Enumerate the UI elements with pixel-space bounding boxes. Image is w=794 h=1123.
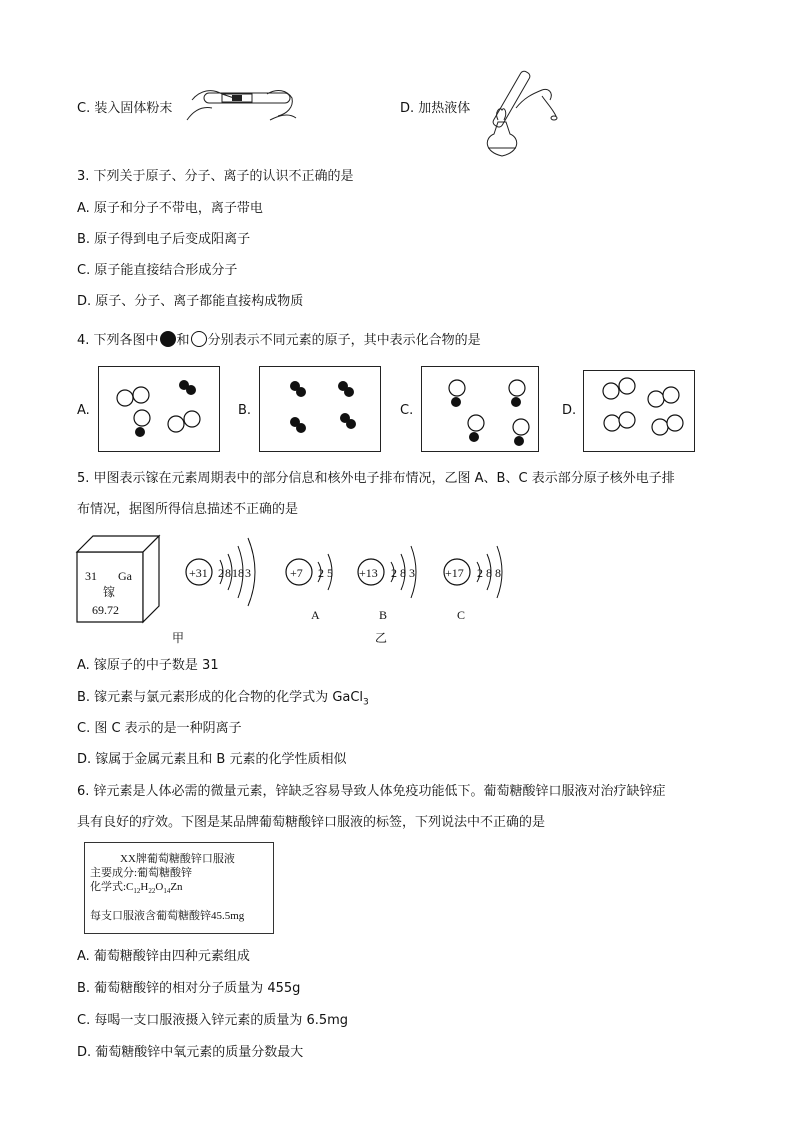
q4-stem-post: 分别表示不同元素的原子，其中表示化合物的是	[207, 333, 481, 348]
q3-option-d: D. 原子、分子、离子都能直接构成物质	[77, 294, 304, 309]
q6-option-d: D. 葡萄糖酸锌中氧元素的质量分数最大	[77, 1045, 304, 1060]
q4-label-d: D.	[562, 403, 577, 418]
q5-option-b-sub: 3	[363, 697, 369, 708]
q6-option-b: B. 葡萄糖酸锌的相对分子质量为 455g	[77, 981, 301, 996]
formula-c-count: 12	[133, 887, 141, 896]
atom-c-nucleus: +17	[445, 566, 464, 580]
q4-stem-mid: 和	[176, 333, 190, 348]
formula-zn: Zn	[170, 881, 183, 893]
q5-option-b	[77, 690, 369, 711]
atom-b-nucleus: +13	[359, 566, 378, 580]
product-label-ingredient: 主要成分:葡萄糖酸锌	[90, 867, 193, 879]
q4-label-c: C.	[400, 403, 414, 418]
q6-stem-line2: 具有良好的疗效。下图是某品牌葡萄糖酸锌口服液的标签，下列说法中不正确的是	[77, 815, 546, 830]
q4-stem	[77, 331, 481, 349]
formula-h: H	[140, 881, 149, 893]
caption-jia: 甲	[172, 631, 185, 645]
q5-option-d: D. 镓属于金属元素且和 B 元素的化学性质相似	[77, 752, 347, 767]
q6-option-c: C. 每喝一支口服液摄入锌元素的质量为 6.5mg	[77, 1013, 349, 1028]
q5-option-c: C. 图 C 表示的是一种阴离子	[77, 721, 242, 736]
filled-atom-icon	[160, 331, 176, 347]
q3-option-c: C. 原子能直接结合形成分子	[77, 263, 238, 278]
formula-o-count: 14	[163, 887, 171, 896]
caption-yi: 乙	[375, 631, 388, 645]
q4-molecules-b	[259, 366, 381, 452]
q4-molecules-a	[98, 366, 220, 452]
atom-a-label: A	[311, 608, 320, 622]
q5-option-a: A. 镓原子的中子数是 31	[77, 658, 219, 673]
formula-c: 化学式:C	[90, 881, 134, 893]
q3-option-b: B. 原子得到电子后变成阳离子	[77, 232, 251, 247]
atom-c-shells: 2 8 8	[477, 566, 501, 580]
q2-option-c: C. 装入固体粉末	[77, 101, 173, 116]
q3-stem: 3. 下列关于原子、分子、离子的认识不正确的是	[77, 169, 354, 184]
test-tube-powder-illustration	[182, 80, 302, 130]
alcohol-lamp-heating-illustration	[476, 60, 556, 160]
q3-option-a: A. 原子和分子不带电，离子带电	[77, 201, 263, 216]
formula-h-count: 22	[148, 887, 156, 896]
element-number: 31	[85, 569, 97, 583]
product-label-formula	[90, 880, 183, 898]
q6-stem-line1: 6. 锌元素是人体必需的微量元素，锌缺乏容易导致人体免疫功能低下。葡萄糖酸锌口服液对治疗缺锌症	[77, 784, 666, 799]
ga-shells: 2 8 18 3	[218, 566, 251, 580]
element-mass: 69.72	[92, 603, 119, 617]
q6-option-a: A. 葡萄糖酸锌由四种元素组成	[77, 949, 250, 964]
atom-a-nucleus: +7	[290, 566, 303, 580]
q5-stem-line2: 布情况，据图所得信息描述不正确的是	[77, 502, 299, 517]
product-label-title: XX牌葡萄糖酸锌口服液	[120, 853, 235, 865]
atom-c-label: C	[457, 608, 466, 622]
q5-option-b-text: B. 镓元素与氯元素形成的化合物的化学式为 GaCl	[77, 690, 364, 705]
atom-a-shells: 2 5	[318, 566, 333, 580]
element-name: 镓	[103, 585, 116, 599]
product-label-content: 每支口服液含葡萄糖酸锌45.5mg	[90, 910, 245, 922]
atom-b-label: B	[379, 608, 388, 622]
atom-b-shells: 2 8 3	[391, 566, 415, 580]
hollow-atom-icon	[191, 331, 207, 347]
q4-label-a: A.	[77, 403, 90, 418]
q4-molecules-d	[583, 370, 695, 452]
element-symbol: Ga	[118, 569, 132, 583]
q2-option-d: D. 加热液体	[400, 101, 471, 116]
q4-label-b: B.	[238, 403, 252, 418]
formula-o: O	[155, 881, 164, 893]
q4-molecules-c	[421, 366, 539, 452]
q5-stem-line1: 5. 甲图表示镓在元素周期表中的部分信息和核外电子排布情况，乙图 A、B、C 表示部分原子核外电子排	[77, 471, 675, 486]
ga-nucleus: +31	[189, 566, 208, 580]
q4-stem-pre: 4. 下列各图中	[77, 333, 159, 348]
